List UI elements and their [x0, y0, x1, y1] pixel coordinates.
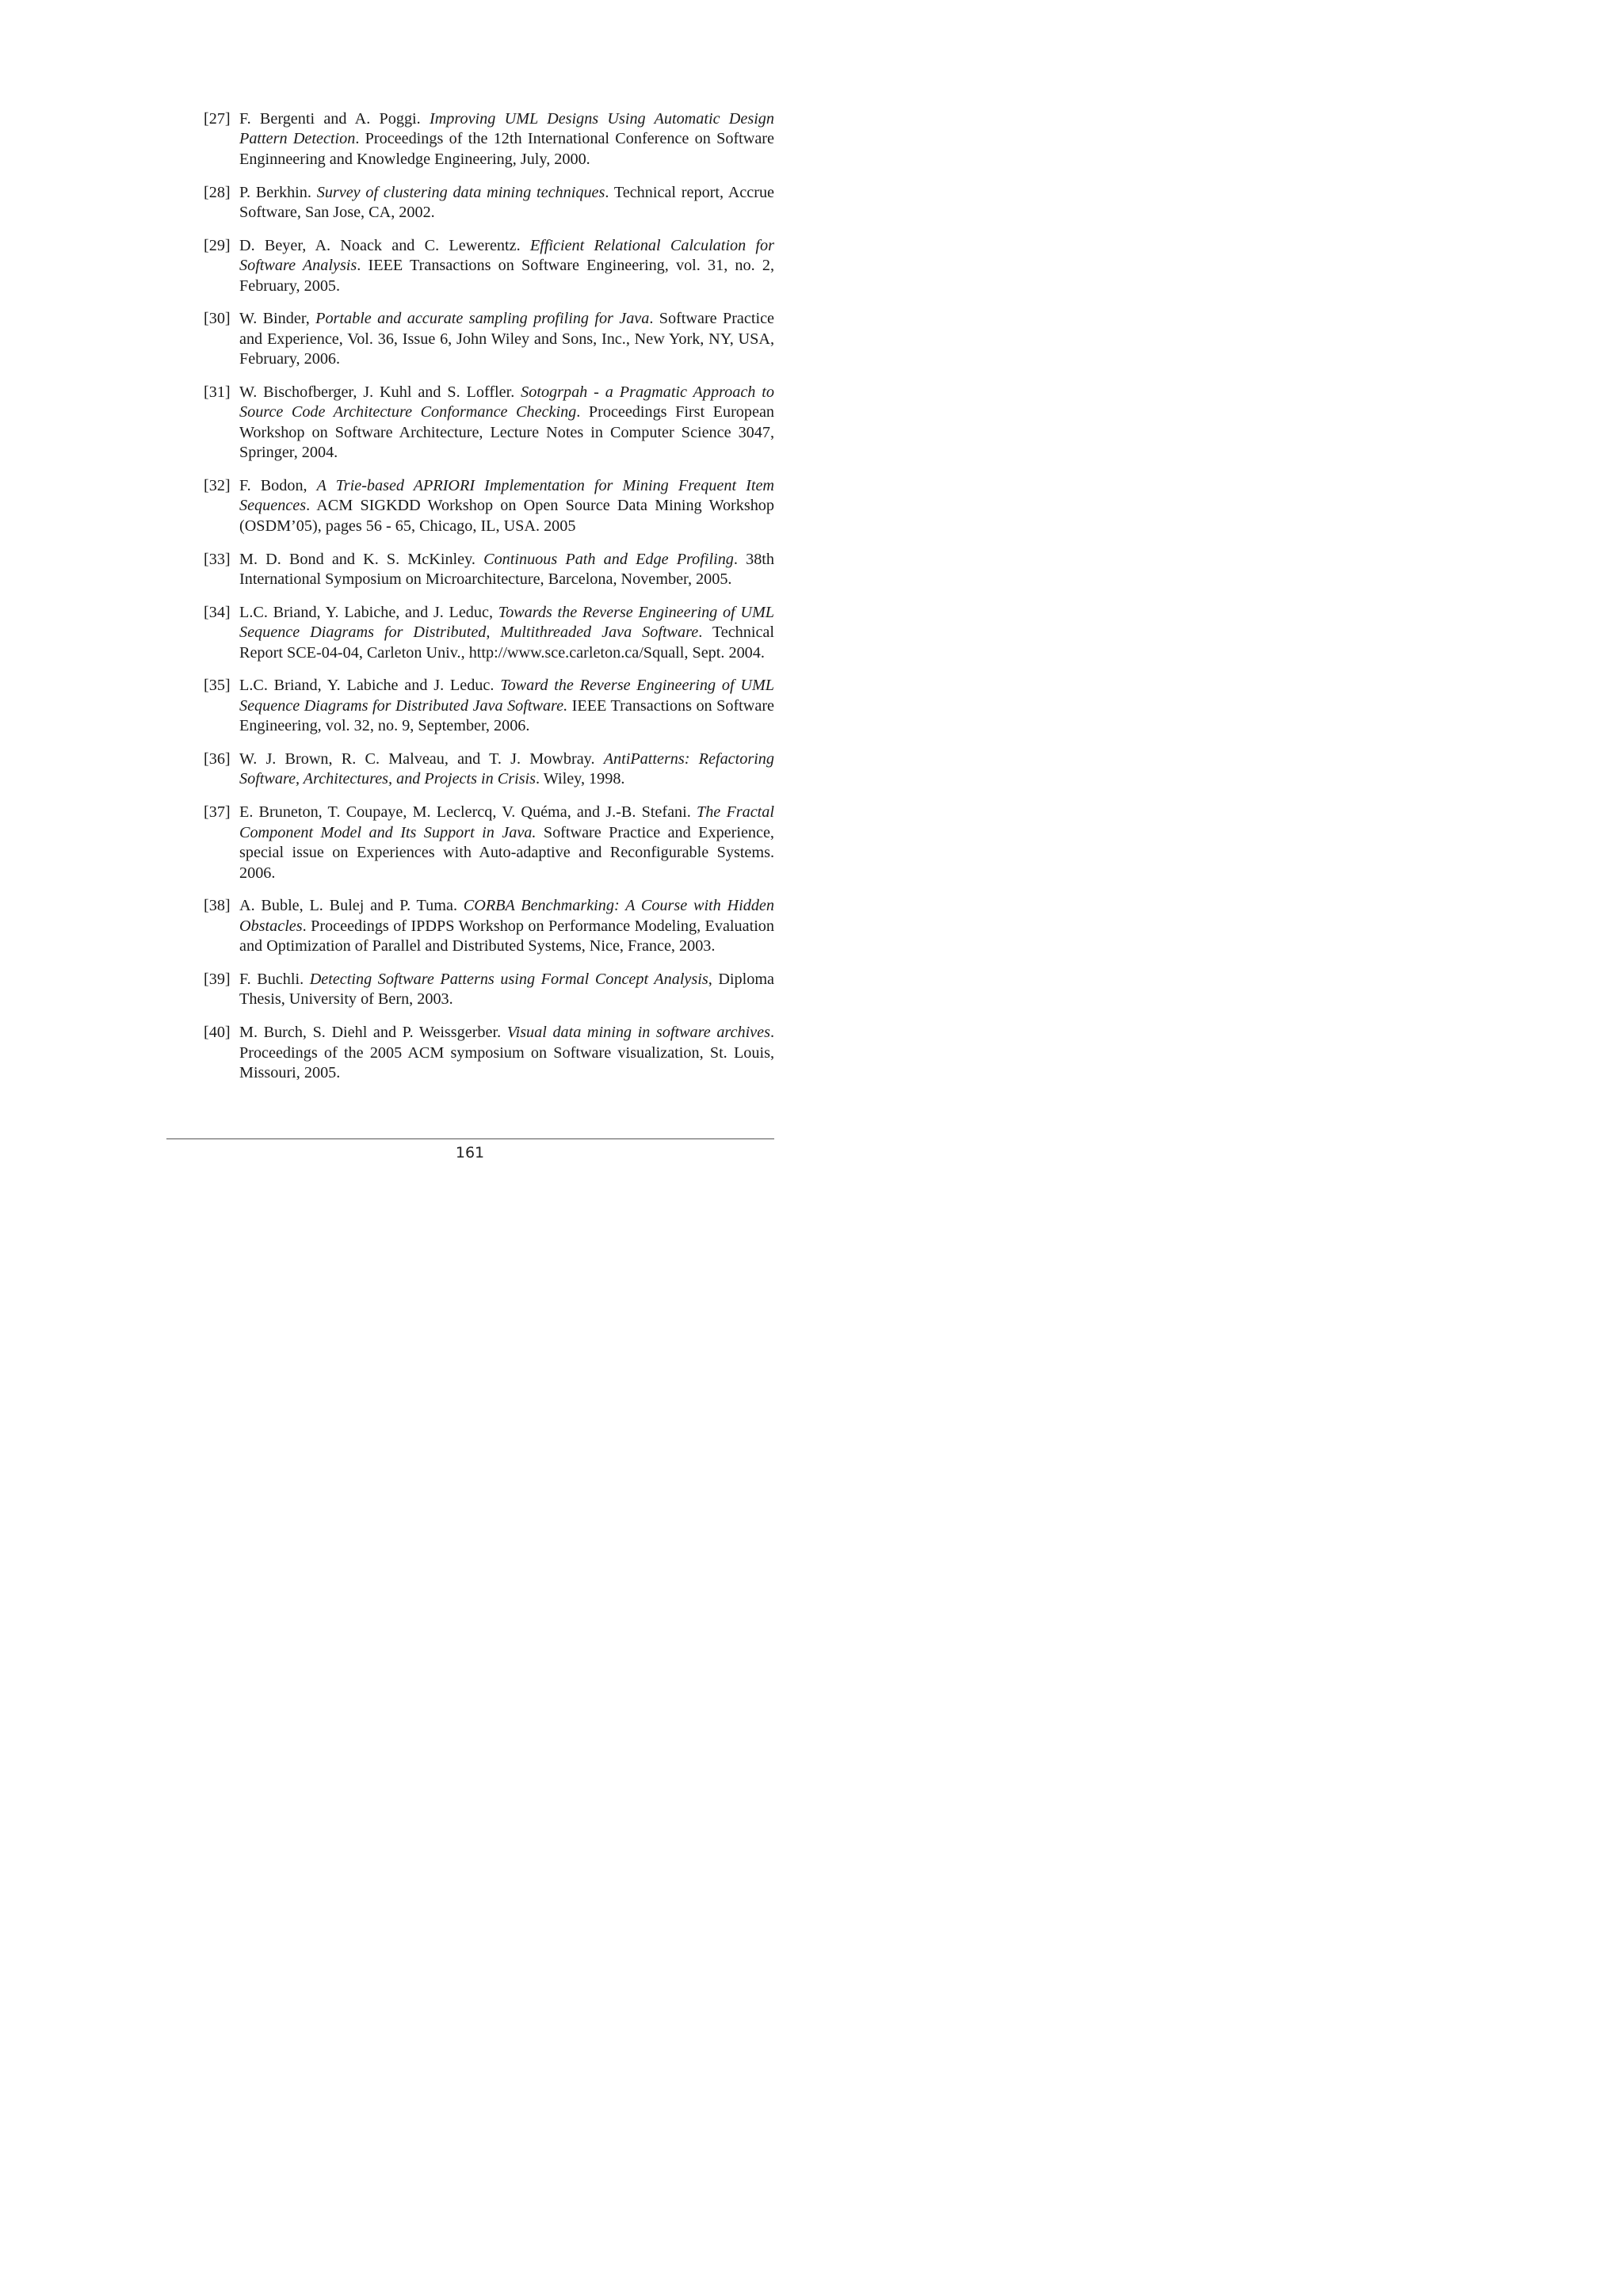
reference-item	[204, 183, 774, 223]
reference-number: [34]	[204, 603, 231, 621]
reference-authors: W. J. Brown, R. C. Malveau, and T. J. Mowbray.	[239, 750, 604, 769]
reference-number: [29]	[204, 236, 231, 254]
reference-item	[204, 676, 774, 736]
reference-authors: L.C. Briand, Y. Labiche, and J. Leduc,	[239, 603, 498, 621]
reference-details: Software Practice and Experience, special issue on Experiences with Auto-adaptive and Reconfigurable Systems. 2006.	[239, 823, 774, 882]
reference-title: Continuous Path and Edge Profiling	[483, 550, 734, 568]
reference-title: Efficient Relational Calculation for Software Analysis	[239, 236, 774, 275]
reference-title: CORBA Benchmarking: A Course with Hidden Obstacles	[239, 897, 774, 935]
reference-authors: F. Bodon,	[239, 477, 317, 495]
reference-details: . Proceedings First European Workshop on Software Architecture, Lecture Notes in Computer Science 3047, Springer, 2004.	[239, 403, 775, 462]
reference-details: . Proceedings of the 2005 ACM symposium on Software visualization, St. Louis, Missouri, 2005.	[239, 1024, 775, 1081]
reference-number: [38]	[204, 897, 231, 915]
reference-number: [39]	[204, 970, 231, 988]
reference-number: [37]	[204, 803, 231, 822]
reference-title: Toward the Reverse Engineering of UML Sequence Diagrams for Distributed Java Software.	[239, 677, 774, 715]
reference-details: . Wiley, 1998.	[536, 770, 625, 788]
reference-authors: L.C. Briand, Y. Labiche and J. Leduc.	[239, 677, 501, 695]
reference-title: Detecting Software Patterns using Formal Concept Analysis	[309, 970, 708, 988]
reference-number: [35]	[204, 677, 231, 695]
reference-details: . Proceedings of IPDPS Workshop on Performance Modeling, Evaluation and Optimization of Parallel and Distributed Systems, Nice, France, 2003.	[239, 917, 774, 955]
reference-item	[204, 803, 774, 883]
reference-authors: M. D. Bond and K. S. McKinley.	[239, 550, 484, 568]
reference-details: . ACM SIGKDD Workshop on Open Source Data Mining Workshop (OSDM’05), pages 56 - 65, Chicago, IL, USA. 2005	[239, 497, 774, 535]
reference-number: [36]	[204, 750, 231, 769]
reference-details: . Proceedings of the 12th International Conference on Software Enginneering and Knowledge Engineering, July, 2000.	[239, 130, 774, 168]
reference-number: [27]	[204, 110, 231, 128]
reference-item	[204, 970, 774, 1010]
reference-title: AntiPatterns: Refactoring Software, Architectures, and Projects in Crisis	[239, 750, 774, 788]
reference-title: The Fractal Component Model and Its Support in Java.	[239, 803, 774, 841]
reference-authors: D. Beyer, A. Noack and C. Lewerentz.	[239, 236, 530, 254]
reference-title: Portable and accurate sampling profiling for Java	[315, 310, 650, 328]
reference-authors: W. Bischofberger, J. Kuhl and S. Loffler.	[239, 383, 521, 402]
reference-item	[204, 476, 774, 536]
reference-details: . IEEE Transactions on Software Engineering, vol. 31, no. 2, February, 2005.	[239, 257, 774, 295]
reference-item	[204, 236, 774, 296]
reference-item	[204, 550, 774, 590]
reference-number: [33]	[204, 550, 231, 568]
reference-authors: W. Binder,	[239, 310, 316, 328]
reference-authors: M. Burch, S. Diehl and P. Weissgerber.	[239, 1024, 507, 1042]
reference-authors: A. Buble, L. Bulej and P. Tuma.	[239, 897, 464, 915]
reference-item	[204, 109, 774, 170]
reference-item	[204, 749, 774, 790]
reference-item	[204, 383, 774, 463]
reference-details: , Diploma Thesis, University of Bern, 2003.	[239, 970, 774, 1009]
reference-title: A Trie-based APRIORI Implementation for Mining Frequent Item Sequences	[239, 477, 774, 515]
reference-title: Improving UML Designs Using Automatic Design Pattern Detection	[239, 110, 774, 148]
reference-authors: E. Bruneton, T. Coupaye, M. Leclercq, V. Quéma, and J.-B. Stefani.	[239, 803, 697, 822]
footer-divider	[166, 1138, 774, 1139]
reference-number: [30]	[204, 310, 231, 328]
reference-details: . Software Practice and Experience, Vol. 36, Issue 6, John Wiley and Sons, Inc., New York, NY, USA, February, 2006.	[239, 310, 774, 368]
reference-number: [40]	[204, 1024, 231, 1042]
reference-item	[204, 896, 774, 956]
reference-title: Visual data mining in software archives	[506, 1024, 770, 1042]
reference-authors: F. Bergenti and A. Poggi.	[239, 110, 430, 128]
reference-item	[204, 603, 774, 663]
reference-title: Survey of clustering data mining techniques	[316, 183, 605, 201]
reference-authors: F. Buchli.	[239, 970, 310, 988]
reference-details: . Technical report, Accrue Software, San Jose, CA, 2002.	[239, 183, 774, 222]
reference-details: IEEE Transactions on Software Engineering, vol. 32, no. 9, September, 2006.	[239, 696, 774, 735]
page-number: 161	[455, 1144, 485, 1161]
reference-number: [28]	[204, 183, 231, 201]
reference-number: [32]	[204, 477, 231, 495]
reference-list	[204, 109, 774, 1097]
reference-details: . Technical Report SCE-04-04, Carleton Univ., http://www.sce.carleton.ca/Squall, Sept. 2004.	[239, 624, 774, 662]
reference-title: Towards the Reverse Engineering of UML Sequence Diagrams for Distributed, Multithreaded Java Software	[239, 603, 774, 642]
reference-item	[204, 309, 774, 369]
reference-authors: P. Berkhin.	[239, 183, 317, 201]
reference-title: Sotogrpah - a Pragmatic Approach to Source Code Architecture Conformance Checking	[239, 383, 774, 421]
reference-details: . 38th International Symposium on Microarchitecture, Barcelona, November, 2005.	[239, 550, 774, 589]
reference-item	[204, 1023, 774, 1083]
reference-number: [31]	[204, 383, 231, 402]
